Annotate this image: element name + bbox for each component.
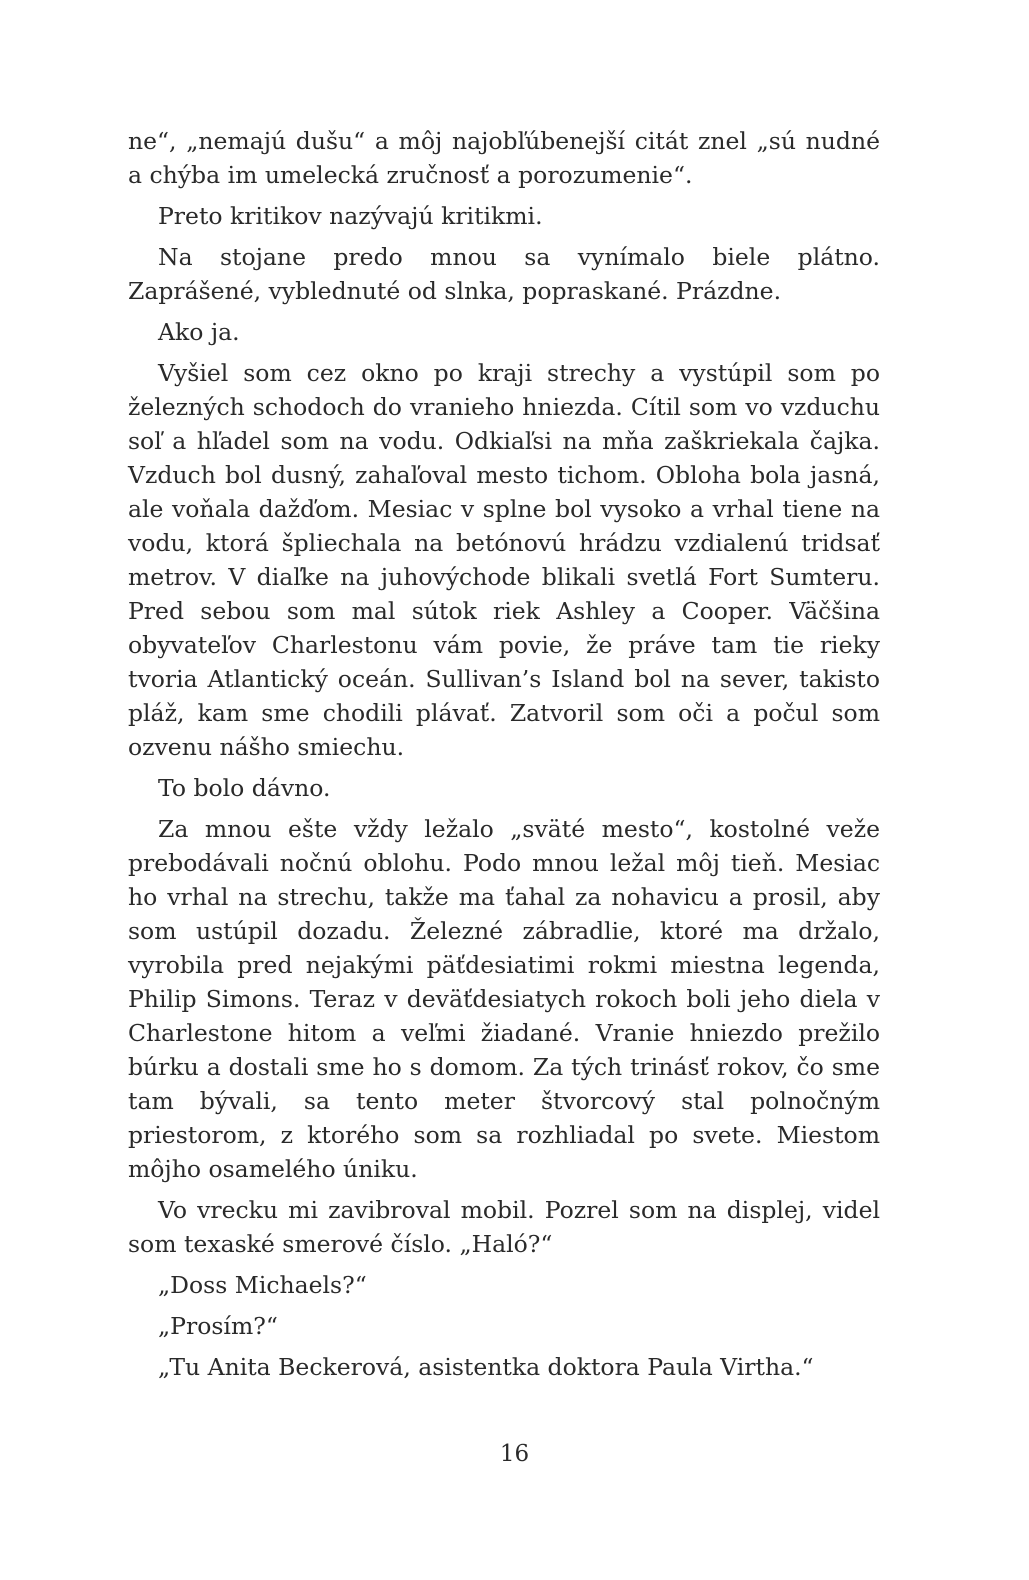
dialogue-line: „Prosím?“ xyxy=(158,1312,278,1340)
paragraph: To bolo dávno. xyxy=(158,774,331,802)
dialogue-line: „Tu Anita Beckerová, asistentka doktora Paula Virtha.“ xyxy=(158,1353,814,1381)
paragraph: Vyšiel som cez okno po kraji strechy a vystúpil som po železných schodoch do vranieho hniezda. Cítil som vo vzduchu soľ a hľadel som na vodu. Odkiaľsi na mňa zaškriekala čajka. Vzduch bol dusný, zahaľoval mesto tichom. Obloha bola jasná, ale voňala dažďom. Mesiac v splne bol vysoko a vrhal tiene na vodu, ktorá špliechala na betónovú hrádzu vzdialenú tridsať metrov. V diaľke na juhovýchode blikali svetlá Fort Sumteru. Pred sebou som mal sútok riek Ashley a Cooper. Väčšina obyvateľov Charlestonu vám povie, že práve tam tie rieky tvoria Atlantický oceán. Sullivan’s Island bol na sever, takisto pláž, kam sme chodili plávať. Zatvoril som oči a počul som ozvenu nášho smiechu. xyxy=(128,359,880,761)
paragraph: Za mnou ešte vždy ležalo „sväté mesto“, kostolné veže prebodávali nočnú oblohu. Podo mnou ležal môj tieň. Mesiac ho vrhal na strechu, takže ma ťahal za nohavicu a prosil, aby som ustúpil dozadu. Železné zábradlie, ktoré ma držalo, vyrobila pred nejakými päťdesiatimi rokmi miestna legenda, Philip Simons. Teraz v deväťdesiatych rokoch boli jeho diela v Charlestone hitom a veľmi žiadané. Vranie hniezdo prežilo búrku a dostali sme ho s domom. Za tých trinásť rokov, čo sme tam bývali, sa tento meter štvorcový stal polnočným priestorom, z ktorého som sa rozhliadal po svete. Miestom môjho osamelého úniku. xyxy=(128,815,880,1183)
dialogue-line: „Doss Michaels?“ xyxy=(158,1271,367,1299)
paragraph-continued: ne“, „nemajú dušu“ a môj najobľúbenejší citát znel „sú nudné a chýba im umelecká zručnosť a porozumenie“. xyxy=(128,127,880,189)
paragraph: Preto kritikov nazývajú kritikmi. xyxy=(158,202,543,230)
book-page-body xyxy=(128,124,880,1391)
paragraph: Ako ja. xyxy=(158,318,240,346)
paragraph: Na stojane predo mnou sa vynímalo biele plátno. Zaprášené, vyblednuté od slnka, popraskané. Prázdne. xyxy=(128,243,880,305)
page-number: 16 xyxy=(499,1441,530,1467)
paragraph: Vo vrecku mi zavibroval mobil. Pozrel som na displej, videl som texaské smerové číslo. „Haló?“ xyxy=(128,1196,880,1258)
